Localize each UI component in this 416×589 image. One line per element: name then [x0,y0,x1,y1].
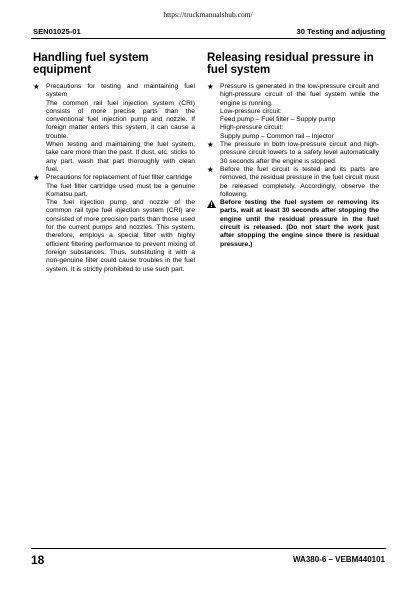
right-column [207,52,379,249]
warning-text: Before testing the fuel system or removing its parts, wait at least 30 seconds after stopping the engine until the residual pressure in the fuel circuit is released. (Do not start the work just after stopping the engine since there is residual pressure.) [220,199,379,248]
high-pressure-label: High-pressure circuit: [220,124,284,132]
page-number: 18 [31,553,45,567]
left-section-heading: Handling fuel system equipment [33,52,149,76]
item-paragraph: The common rail fuel injection system (CRI) consists of more precise parts than the conventional fuel injection pump and nozzle. If foreign matter enters this system, it can cause a trouble. [46,99,195,140]
item-paragraph: The pressure in both low-pressure circuit and high-pressure circuit lowers to a safety level automatically 30 seconds after the engine is stopped. [220,141,379,165]
warning-item [207,199,379,249]
star-bullet-icon: ★ [207,140,214,150]
star-bullet-icon: ★ [33,173,40,183]
high-pressure-path: Supply pump – Common rail – Injector [220,132,334,140]
footer-rule [31,548,386,549]
low-pressure-path: Feed pump – Fuel filter – Supply pump [220,116,336,124]
source-url: https://truckmanualshub.com/ [163,10,253,19]
item-heading: Precautions for testing and maintaining fuel system [46,83,195,99]
item-heading: Precautions for replacement of fuel filter cartridge [46,174,193,182]
model-document-number: WA380-6 – VEBM440101 [292,555,385,564]
item-paragraph: Before the fuel circuit is tested and its parts are removed, the residual pressure in the fuel circuit must be released completely. Accordingly, observe the following. [220,165,379,198]
item-paragraph: The fuel filter cartridge used must be a genuine Komatsu part. [46,182,195,198]
star-bullet-icon: ★ [33,82,40,91]
header-rule [31,38,386,39]
star-bullet-icon: ★ [207,164,214,174]
list-item [207,83,379,141]
list-item [207,141,379,166]
left-column [33,52,195,274]
list-item [33,174,195,274]
list-item [33,83,195,174]
item-paragraph: When testing and maintaining the fuel system, take care more than the past. If dust, etc. sticks to any part, wash that part thoroughly with clean fuel. [46,141,195,173]
item-paragraph: The fuel injection pump and nozzle of the common rail type fuel injection system (CRI) are consisted of more precision parts than those used for the current pumps and nozzles. This system, therefore, employs a special filter with highly efficient filtering performance to prevent mixing of foreign substances. Thus, substituting it with a non-genuine filter could cause troubles in the fuel system. It is strictly prohibited to use such part. [46,199,195,273]
list-item [207,166,379,199]
warning-triangle-icon [207,200,216,208]
warning-triangle-icon [207,200,216,208]
right-section-heading: Releasing residual pressure in fuel system [207,52,374,76]
section-title: 30 Testing and adjusting [296,27,385,36]
document-code: SEN01025-01 [33,27,81,36]
item-paragraph: Pressure is generated in the low-pressure circuit and high-pressure circuit of the fuel system while the engine is running. [220,83,379,107]
star-bullet-icon: ★ [207,82,214,91]
low-pressure-label: Low-pressure circuit: [220,107,282,115]
